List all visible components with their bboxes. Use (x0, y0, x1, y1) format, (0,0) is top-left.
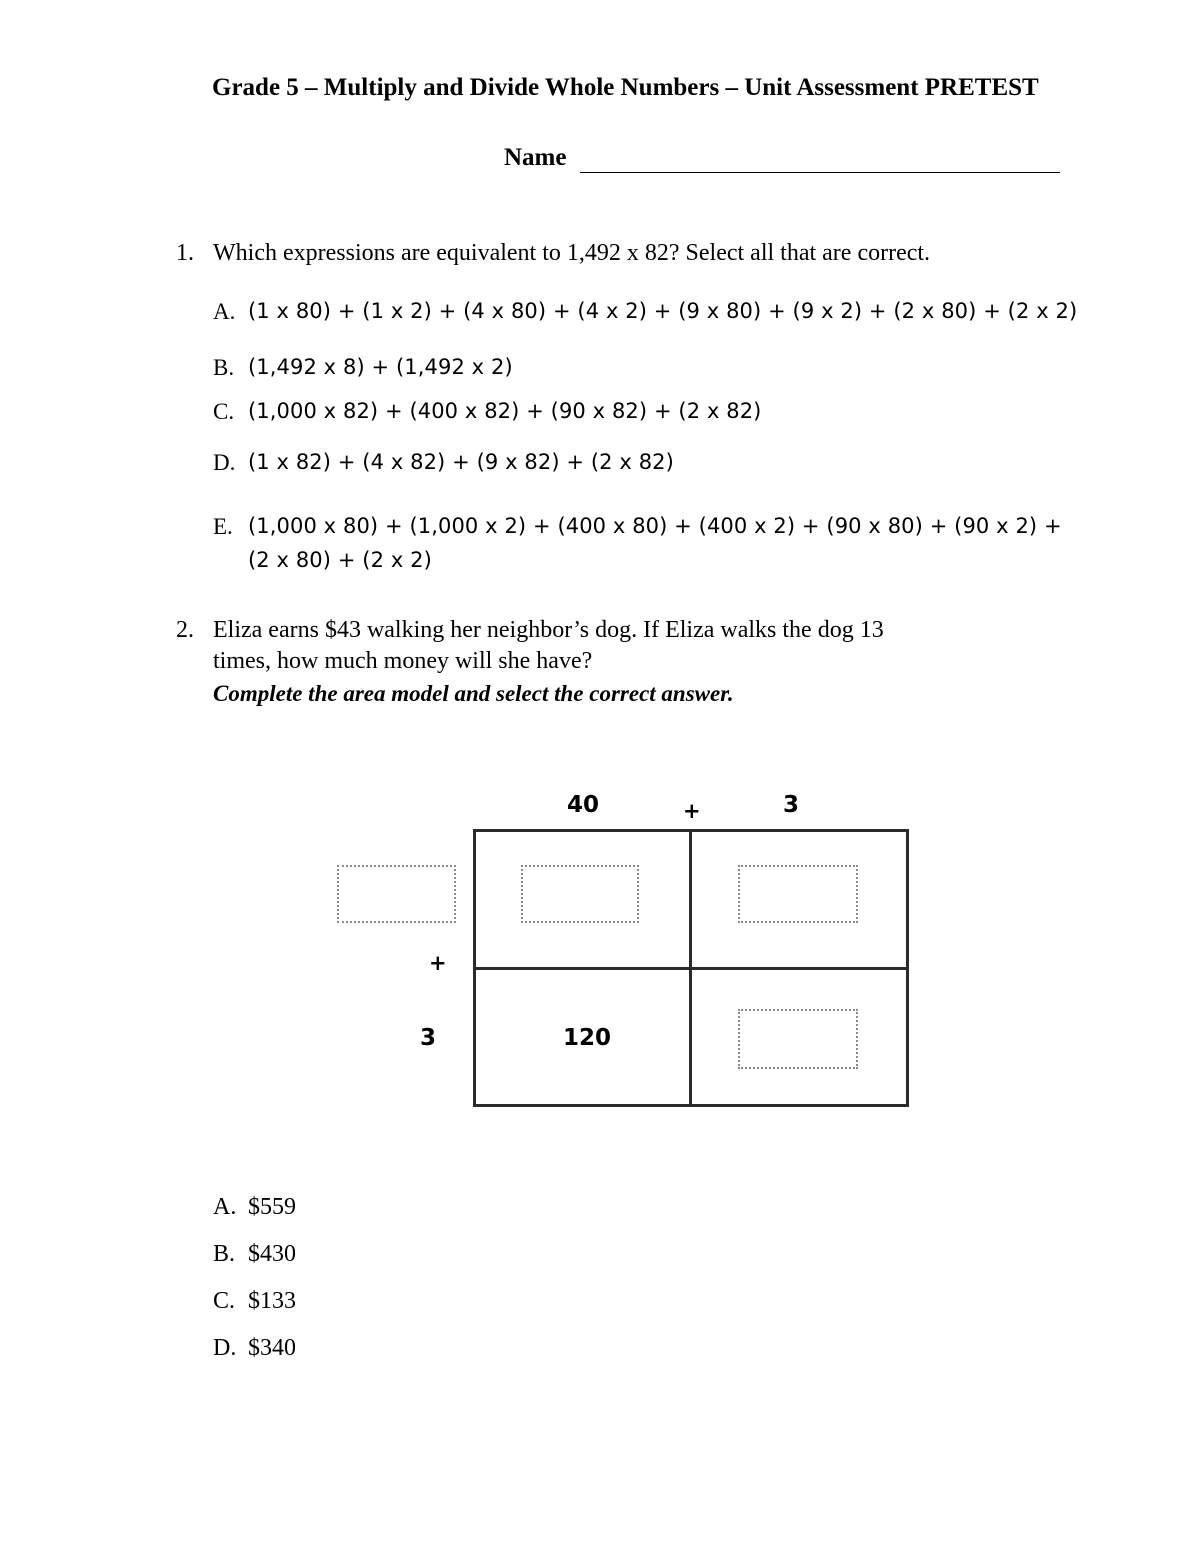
q1-option-e-expression-line2: (2 x 80) + (2 x 2) (248, 548, 432, 572)
q1-option-e-expression-line1: (1,000 x 80) + (1,000 x 2) + (400 x 80) + (400 x 2) + (90 x 80) + (90 x 2) + (248, 514, 1062, 538)
area-model-bottom-right-cell-input[interactable] (738, 1009, 858, 1069)
q2-answer-d-value: $340 (248, 1335, 296, 1361)
q1-option-d-expression: (1 x 82) + (4 x 82) + (9 x 82) + (2 x 82) (248, 450, 674, 474)
q2-answer-b-letter[interactable]: B. (213, 1241, 236, 1267)
q1-option-b-letter[interactable]: B. (213, 355, 235, 380)
q2-answer-d-letter[interactable]: D. (213, 1335, 237, 1361)
area-model-top-left-label: 40 (567, 792, 600, 818)
q1-option-a-letter[interactable]: A. (213, 299, 236, 324)
area-model-horizontal-divider (473, 967, 909, 970)
q2-answer-c-letter[interactable]: C. (213, 1288, 236, 1314)
question-2-text-line2: times, how much money will she have? (213, 648, 593, 674)
area-model-side-top-input[interactable] (337, 865, 456, 923)
area-model-side-plus: + (429, 951, 447, 975)
q2-answer-a-letter[interactable]: A. (213, 1194, 237, 1220)
area-model-bottom-left-cell: 120 (563, 1025, 612, 1051)
question-2-instruction: Complete the area model and select the correct answer. (213, 681, 734, 706)
area-model-top-left-cell-input[interactable] (521, 865, 639, 923)
area-model-top-plus: + (683, 799, 701, 823)
area-model-side-bottom-label: 3 (420, 1025, 437, 1051)
question-2-number: 2. (176, 617, 194, 643)
page-title: Grade 5 – Multiply and Divide Whole Numbers – Unit Assessment PRETEST (212, 74, 1039, 101)
question-1-text: Which expressions are equivalent to 1,492 x 82? Select all that are correct. (213, 240, 931, 266)
q1-option-e-letter[interactable]: E. (213, 514, 233, 539)
q1-option-a-expression: (1 x 80) + (1 x 2) + (4 x 80) + (4 x 2) + (9 x 80) + (9 x 2) + (2 x 80) + (2 x 2) (248, 299, 1078, 323)
q1-option-b-expression: (1,492 x 8) + (1,492 x 2) (248, 355, 513, 379)
question-2-text-line1: Eliza earns $43 walking her neighbor’s dog. If Eliza walks the dog 13 (213, 617, 884, 643)
q2-answer-c-value: $133 (248, 1288, 296, 1314)
area-model-top-right-label: 3 (783, 792, 800, 818)
area-model-top-right-cell-input[interactable] (738, 865, 858, 923)
q1-option-c-expression: (1,000 x 82) + (400 x 82) + (90 x 82) + (2 x 82) (248, 399, 762, 423)
name-field[interactable] (580, 172, 1060, 173)
question-1-number: 1. (176, 240, 194, 266)
q2-answer-b-value: $430 (248, 1241, 296, 1267)
q1-option-c-letter[interactable]: C. (213, 399, 235, 424)
q2-answer-a-value: $559 (248, 1194, 296, 1220)
name-label: Name (504, 144, 567, 171)
q1-option-d-letter[interactable]: D. (213, 450, 236, 475)
